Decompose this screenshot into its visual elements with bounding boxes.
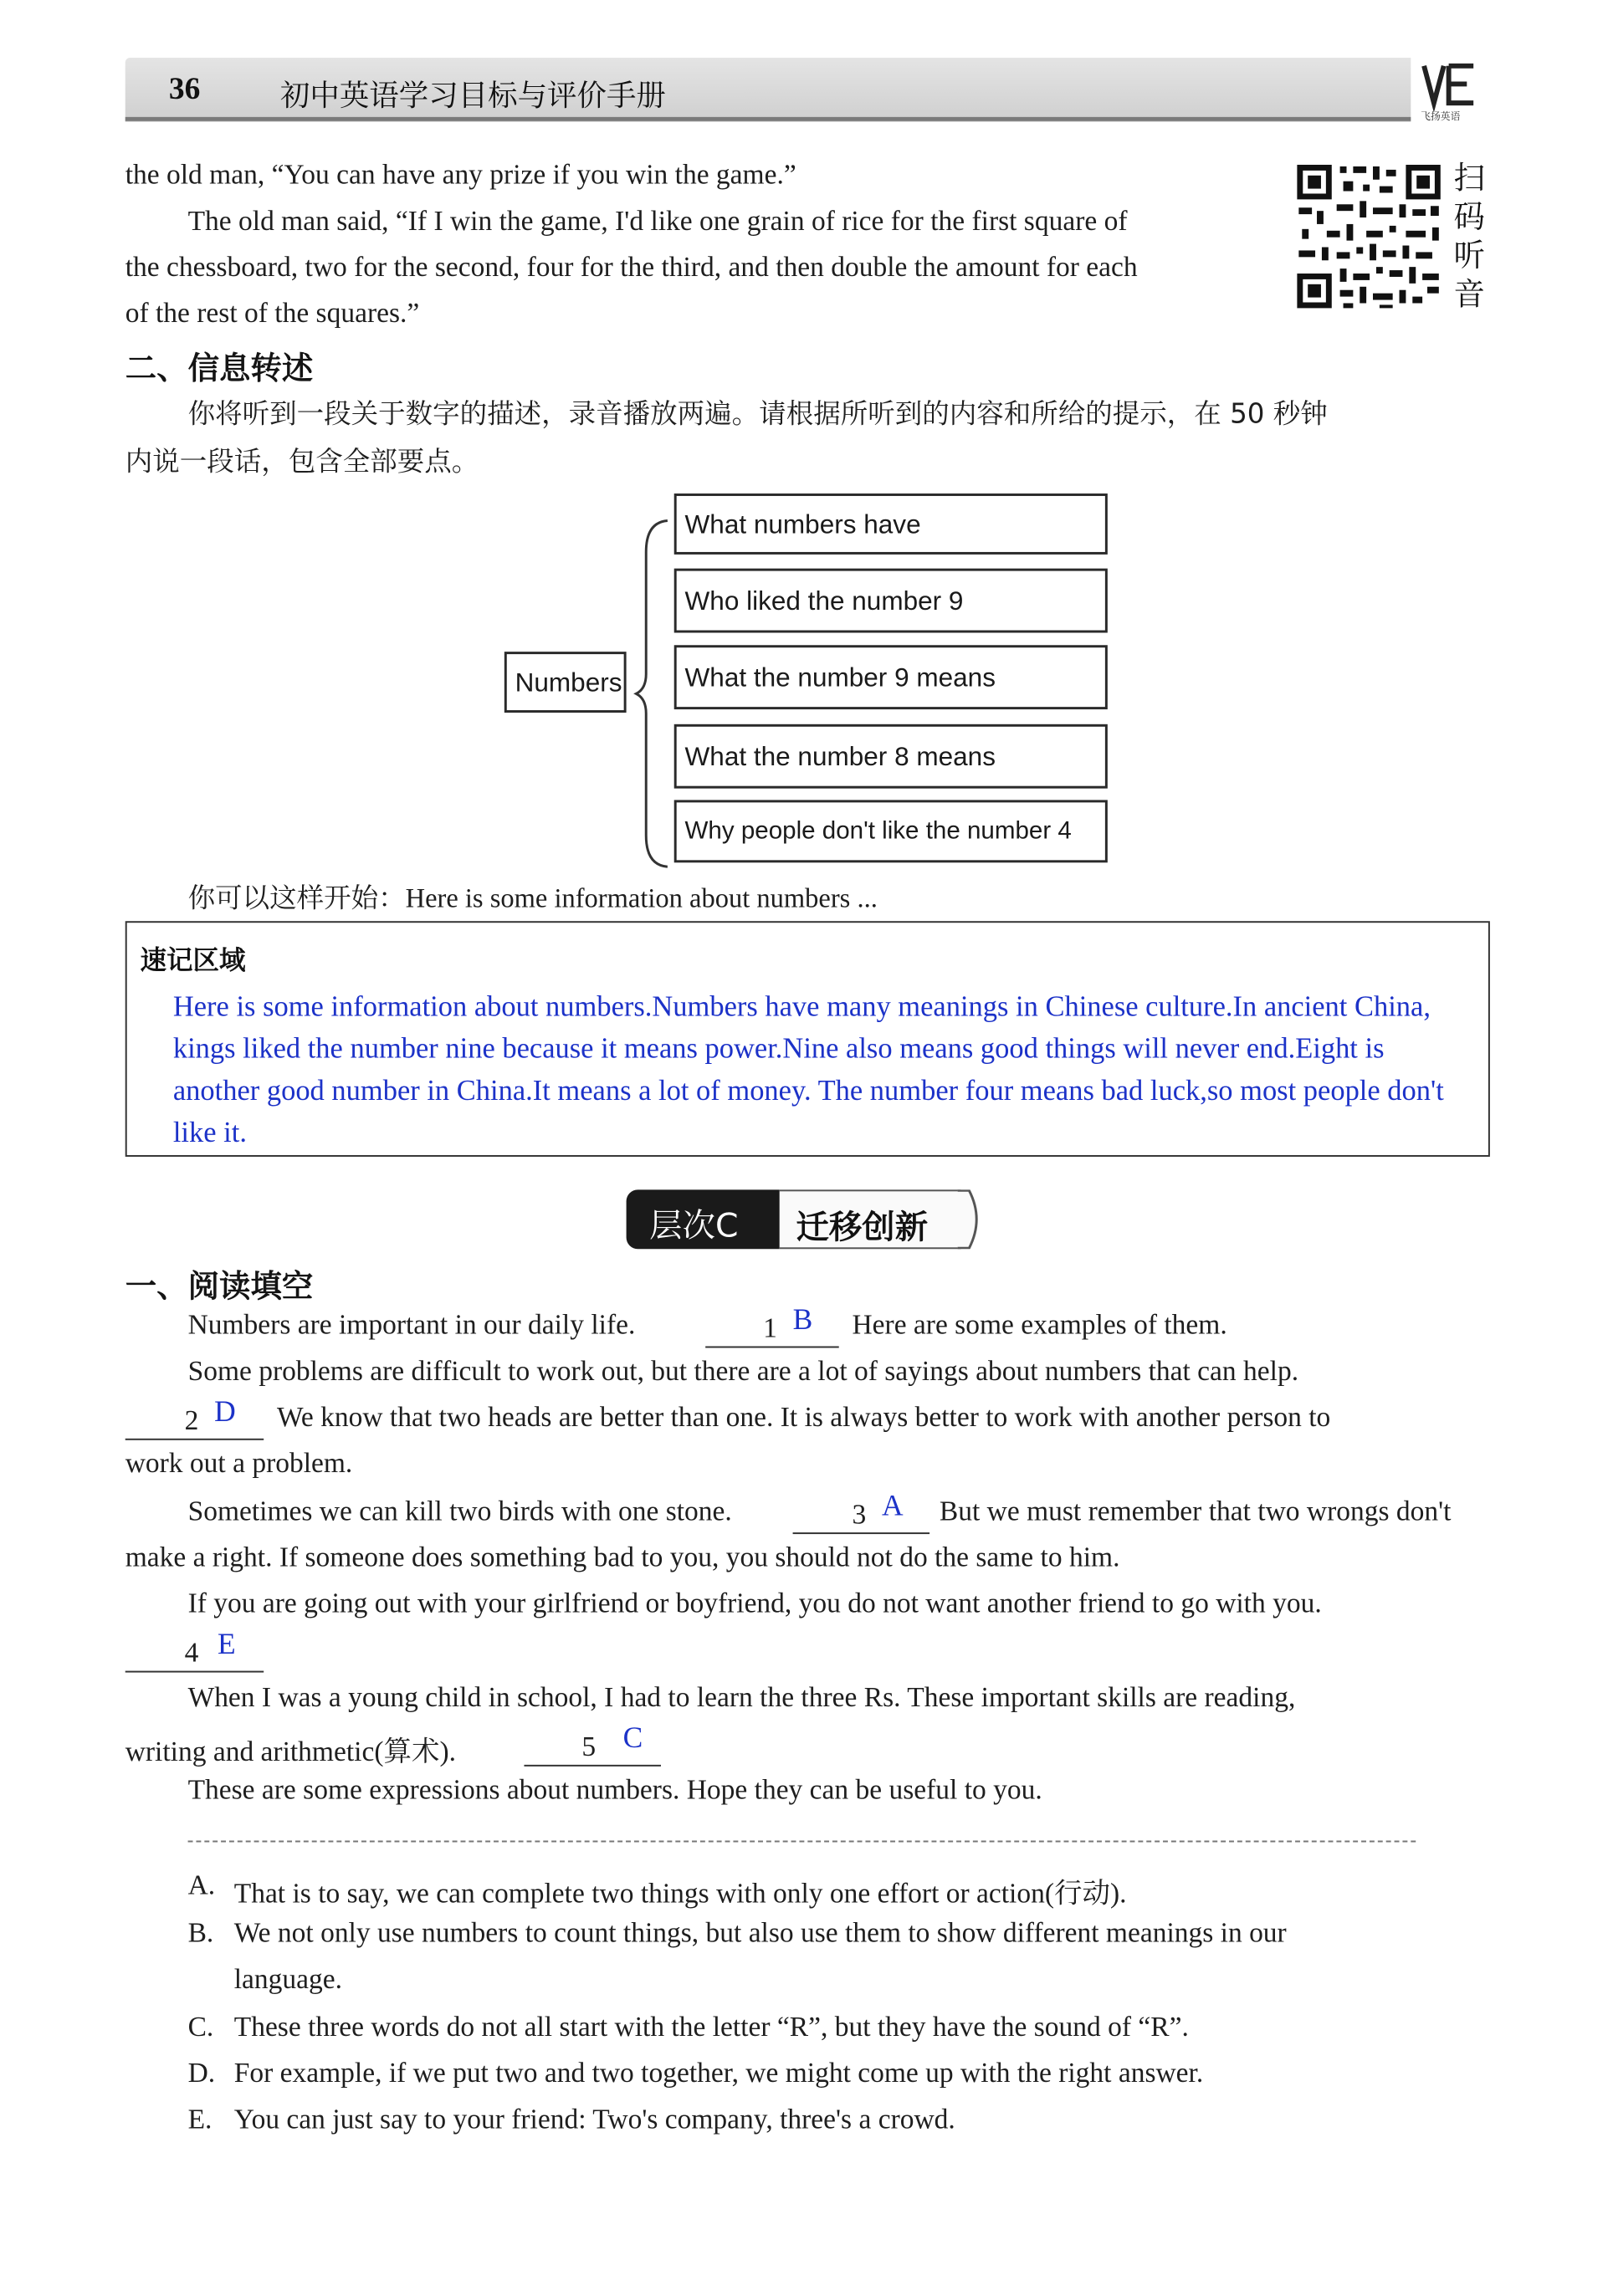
blank-number: 1 bbox=[763, 1313, 777, 1344]
blank-number: 3 bbox=[852, 1499, 867, 1531]
blank-number: 5 bbox=[581, 1731, 597, 1762]
book-title: 初中英语学习目标与评价手册 bbox=[279, 78, 666, 112]
reading-p1: Numbers are important in our daily life. bbox=[187, 1310, 636, 1341]
header-rule bbox=[125, 117, 1411, 121]
section-heading-reading: 一、阅读填空 bbox=[125, 1266, 314, 1305]
blank-5[interactable] bbox=[524, 1721, 661, 1767]
story-line-2: The old man said, “If I win the game, I'd like one grain of rice for the first square of bbox=[187, 206, 1128, 237]
reading-p3-line2: make a right. If someone does something bad to you, you should not do the same to him. bbox=[125, 1542, 1120, 1573]
blank-number: 4 bbox=[184, 1638, 199, 1669]
qr-label bbox=[1454, 160, 1490, 314]
option-a-letter: A. bbox=[187, 1869, 216, 1901]
dashed-divider bbox=[188, 1840, 1416, 1842]
qr-label-char: 扫 bbox=[1453, 161, 1485, 197]
option-b-letter: B. bbox=[187, 1918, 214, 1949]
story-line-1: the old man, “You can have any prize if you win the game.” bbox=[125, 160, 796, 191]
blank-answer: C bbox=[622, 1721, 643, 1755]
blank-answer: B bbox=[792, 1302, 813, 1336]
story-line-4: of the rest of the squares.” bbox=[125, 298, 420, 330]
reading-p5-line1: When I was a young child in school, I had to learn the three Rs. These important skills are reading, bbox=[187, 1682, 1296, 1713]
notes-line-2: kings liked the number nine because it means power.Nine also means good things will never end.Eight is bbox=[172, 1032, 1385, 1065]
option-b-text-cont: language. bbox=[233, 1964, 342, 1995]
page-number: 36 bbox=[168, 71, 201, 107]
qr-label-char: 码 bbox=[1453, 200, 1485, 235]
qr-label-char: 音 bbox=[1453, 277, 1485, 313]
qr-code[interactable] bbox=[1293, 161, 1443, 311]
blank-number: 2 bbox=[184, 1405, 199, 1436]
option-e-text: You can just say to your friend: Two's company, three's a crowd. bbox=[233, 2104, 955, 2135]
diagram-branch-1: What numbers have bbox=[674, 493, 1108, 555]
notes-line-3: another good number in China.It means a lot of money. The number four means bad luck,so most people don't bbox=[172, 1074, 1444, 1107]
reading-p2-line2: We know that two heads are better than one. It is always better to work with another person to bbox=[276, 1402, 1331, 1433]
diagram-branch-3: What the number 9 means bbox=[674, 645, 1108, 709]
option-d-text: For example, if we put two and two together, we might come up with the right answer. bbox=[233, 2058, 1204, 2089]
level-banner-tag: 层次C bbox=[649, 1207, 739, 1245]
option-d-letter: D. bbox=[187, 2058, 216, 2089]
reading-p1-after: Here are some examples of them. bbox=[852, 1310, 1227, 1341]
qr-label-char: 听 bbox=[1453, 238, 1485, 274]
start-hint: 你可以这样开始：Here is some information about numbers ... bbox=[187, 883, 878, 914]
notes-line-4: like it. bbox=[172, 1116, 247, 1149]
option-a-text: That is to say, we can complete two things with only one effort or action(行动). bbox=[233, 1878, 1127, 1910]
reading-p2-line3: work out a problem. bbox=[125, 1448, 353, 1480]
reading-p6: These are some expressions about numbers. Hope they can be useful to you. bbox=[187, 1774, 1042, 1806]
info-instruction-2: 内说一段话，包含全部要点。 bbox=[125, 444, 479, 478]
diagram-brace bbox=[632, 519, 673, 869]
blank-1[interactable] bbox=[705, 1302, 839, 1347]
blank-answer: E bbox=[218, 1627, 236, 1660]
reading-p4-line1: If you are going out with your girlfriend or boyfriend, you do not want another friend to go with you. bbox=[187, 1588, 1322, 1619]
blank-answer: A bbox=[881, 1488, 904, 1522]
info-instruction-1: 你将听到一段关于数字的描述，录音播放两遍。请根据所听到的内容和所给的提示，在 50 秒钟 bbox=[187, 396, 1328, 430]
banner-end-icon bbox=[958, 1189, 987, 1249]
story-line-3: the chessboard, two for the second, four for the third, and then double the amount for each bbox=[125, 252, 1138, 283]
reading-p3-line1: Sometimes we can kill two birds with one stone. bbox=[187, 1496, 732, 1527]
notes-line-1: Here is some information about numbers.Numbers have many meanings in Chinese culture.In ancient China, bbox=[172, 989, 1431, 1023]
option-c-letter: C. bbox=[187, 2012, 214, 2043]
blank-4[interactable] bbox=[125, 1627, 264, 1672]
diagram-branch-5: Why people don't like the number 4 bbox=[674, 800, 1108, 862]
publisher-logo bbox=[1416, 58, 1482, 124]
notes-title: 速记区域 bbox=[140, 943, 246, 976]
blank-2[interactable] bbox=[125, 1394, 264, 1439]
qr-code-icon bbox=[1293, 161, 1443, 311]
blank-3[interactable] bbox=[793, 1488, 930, 1534]
diagram-branch-4: What the number 8 means bbox=[674, 724, 1108, 789]
option-b-text: We not only use numbers to count things, but also use them to show different meanings in our bbox=[233, 1918, 1287, 1949]
level-banner bbox=[627, 1186, 989, 1252]
level-banner-title: 迁移创新 bbox=[796, 1208, 929, 1247]
reading-p3-after: But we must remember that two wrongs don't bbox=[939, 1496, 1452, 1527]
blank-answer: D bbox=[214, 1394, 236, 1429]
option-e-letter: E. bbox=[187, 2104, 213, 2135]
diagram-branch-2: Who liked the number 9 bbox=[674, 569, 1108, 633]
section-heading-info: 二、信息转述 bbox=[125, 349, 314, 386]
option-c-text: These three words do not all start with the letter “R”, but they have the sound of “R”. bbox=[233, 2012, 1189, 2043]
reading-p2-line1: Some problems are difficult to work out, but there are a lot of sayings about numbers that can help. bbox=[187, 1356, 1299, 1387]
logo-caption: 飞扬英语 bbox=[1421, 110, 1461, 122]
reading-p5-line2: writing and arithmetic(算术). bbox=[125, 1736, 456, 1767]
diagram-root-numbers: Numbers bbox=[504, 652, 627, 713]
